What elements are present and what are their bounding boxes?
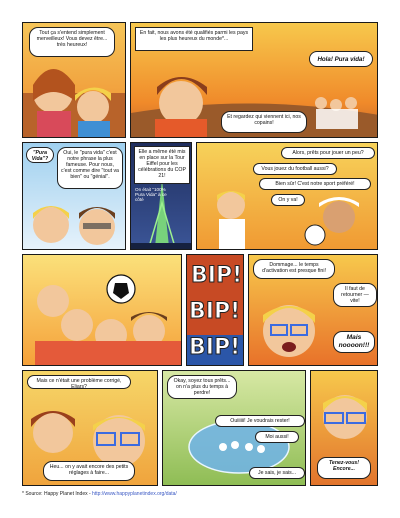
panel-4 [130,142,192,250]
source-link[interactable]: http://www.happyplanetindex.org/data/ [92,491,177,497]
want-to-stay-bubble: Ouiiiiii! Je voudrais rester! [215,415,305,427]
activation-bubble: Dommage... le temps d'activation est presque fini! [253,259,335,279]
ready-bubble: Alors, prêts pour jouer un peu? [281,147,375,159]
me-too-bubble: Moi aussi! [255,431,299,443]
lets-go-bubble: On y va! [271,194,305,206]
footer-source [22,491,177,497]
return-bubble: Il faut de retourner — vite! [333,283,377,307]
panel-1 [22,22,126,138]
hold-on-bubble: Tenez-vous! Encore... [317,457,371,479]
bip-text-3: BIP! [189,335,241,360]
panel-8 [248,254,378,366]
panel-3 [22,142,126,250]
pura-vida-question: "Pura Vida"? [26,147,54,163]
panel-10 [162,370,306,486]
panel-5 [196,142,378,250]
sign-annotation: On était "100% Pura Vida" à ce côté [135,187,167,203]
look-bubble: Et regardez qui viennent ici, nos copains! [221,111,307,133]
hola-bubble: Hola! Pura vida! [309,51,373,67]
mais-non-bubble: Mais noooon!!! [333,331,375,353]
panel-2 [130,22,378,138]
bip-text-1: BIP! [191,263,243,288]
football-question-bubble: Vous jouez du football aussi? [253,163,337,175]
caption-box: Elle a même été mis en place sur la Tour Eiffel pour les célébrations du COP 21! [134,146,190,184]
i-know-bubble: Je sais, je sais... [249,467,305,479]
adjustments-bubble: Heu... on y avait encore des petits réglages à faire... [43,461,135,481]
football-action-art [23,255,182,366]
panel-6 [22,254,182,366]
bip-text-2: BIP! [189,299,241,324]
speech-bubble: Tout ça s'entend simplement merveilleux! Vous devez être... très heureux! [29,27,115,57]
source-label: * Source: Happy Planet Index - [22,491,91,497]
panel-11 [310,370,378,486]
panel-7 [186,254,244,366]
problem-question-bubble: Mais ce n'était une problème corrigé, Eliars? [27,375,131,389]
favorite-sport-bubble: Bien sûr! C'est notre sport préféré! [259,178,371,190]
panel-9 [22,370,158,486]
answer-bubble: Oui, le "pura vida" c'est notre phrase la plus fameuse. Pour nous, c'est comme dire "tout va bien" ou "génial". [57,147,123,189]
get-ready-bubble: Okay, soyez tous prêts... on n'a plus du temps à perdre! [167,375,237,399]
caption-box: En fait, nous avons été qualifiés parmi les pays les plus heureux du monde*... [135,27,253,51]
